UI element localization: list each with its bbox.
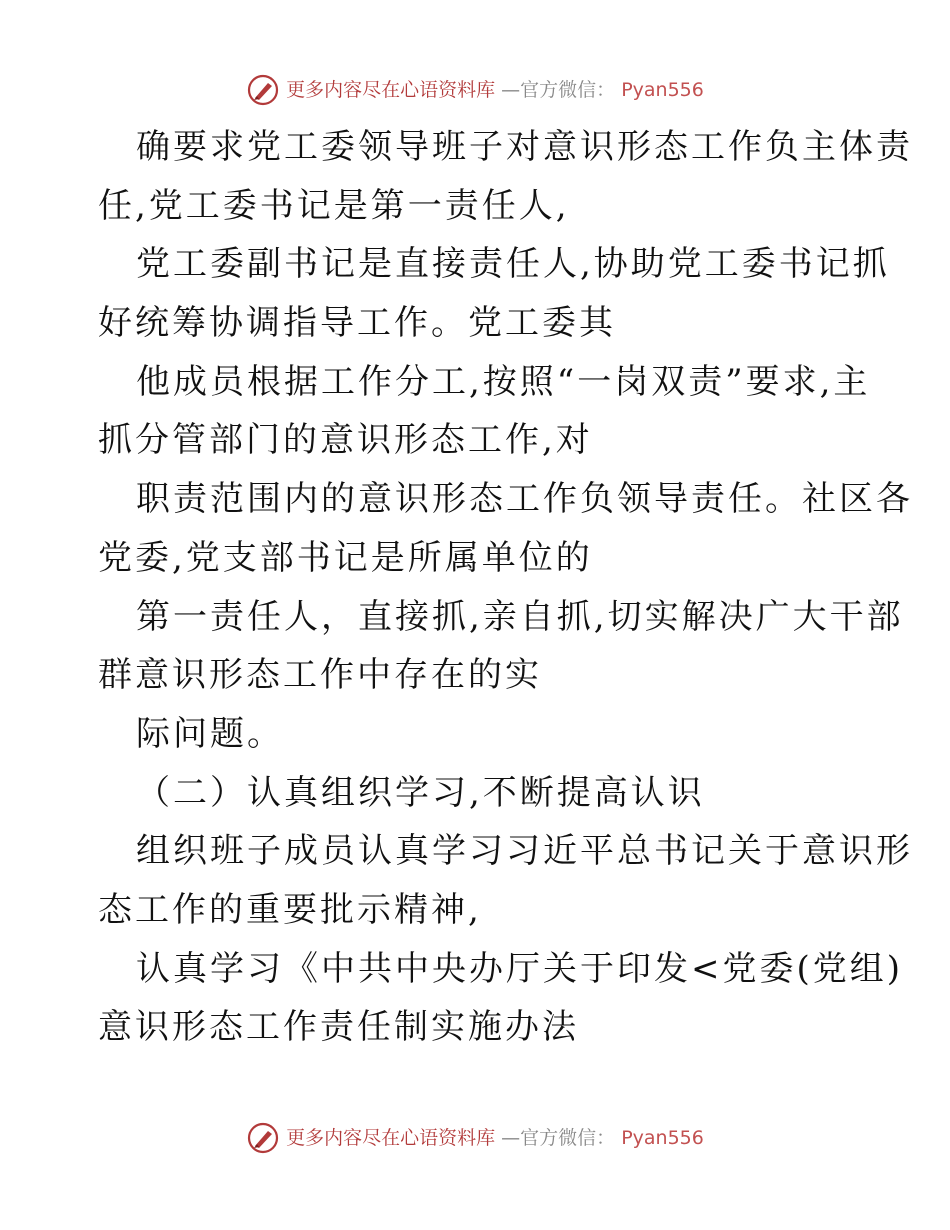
paragraph-5-line-1: 第一责任人，直接抓,亲自抓,切实解决广大干部: [136, 596, 904, 637]
paragraph-7-line-1: 组织班子成员认真学习习近平总书记关于意识形: [136, 831, 913, 872]
paragraph-8-line-1: 认真学习《中共中央办厅关于印发<党委(党组): [136, 948, 904, 989]
paragraph-2-line-2: 好统筹协调指导工作。党工委其: [98, 303, 616, 344]
paragraph-1-line-2: 任,党工委书记是第一责任人,: [98, 185, 570, 226]
header-banner-wechat-id: Pyan556: [621, 79, 704, 101]
paragraph-8-line-2: 意识形态工作责任制实施办法: [98, 1007, 579, 1048]
paragraph-2-line-1: 党工委副书记是直接责任人,协助党工委书记抓: [136, 244, 890, 285]
footer-banner-wechat-id: Pyan556: [621, 1127, 704, 1149]
paragraph-3-line-1: 他成员根据工作分工,按照“一岗双责”要求,主: [136, 361, 871, 402]
quill-pen-logo-icon: [246, 1121, 280, 1155]
footer-banner-library-text: 更多内容尽在心语资料库: [286, 1127, 496, 1149]
quill-pen-logo-icon: [246, 73, 280, 107]
header-banner: [0, 70, 950, 110]
paragraph-7-line-2: 态工作的重要批示精神,: [98, 889, 482, 930]
paragraph-6-line-1: 际问题。: [136, 713, 284, 754]
paragraph-4-line-2: 党委,党支部书记是所属单位的: [98, 537, 593, 578]
document-body: [98, 118, 913, 1057]
paragraph-3-line-2: 抓分管部门的意识形态工作,对: [98, 420, 593, 461]
footer-banner: [0, 1118, 950, 1158]
section-heading: （二）认真组织学习,不断提高认识: [136, 772, 705, 813]
paragraph-5-line-2: 群意识形态工作中存在的实: [98, 655, 542, 696]
footer-banner-wechat-label: —官方微信：: [501, 1127, 616, 1149]
paragraph-4-line-1: 职责范围内的意识形态工作负领导责任。社区各: [136, 479, 913, 520]
paragraph-1-line-1: 确要求党工委领导班子对意识形态工作负主体责: [136, 127, 913, 167]
header-banner-wechat-label: —官方微信：: [501, 79, 616, 101]
header-banner-library-text: 更多内容尽在心语资料库: [286, 79, 496, 101]
